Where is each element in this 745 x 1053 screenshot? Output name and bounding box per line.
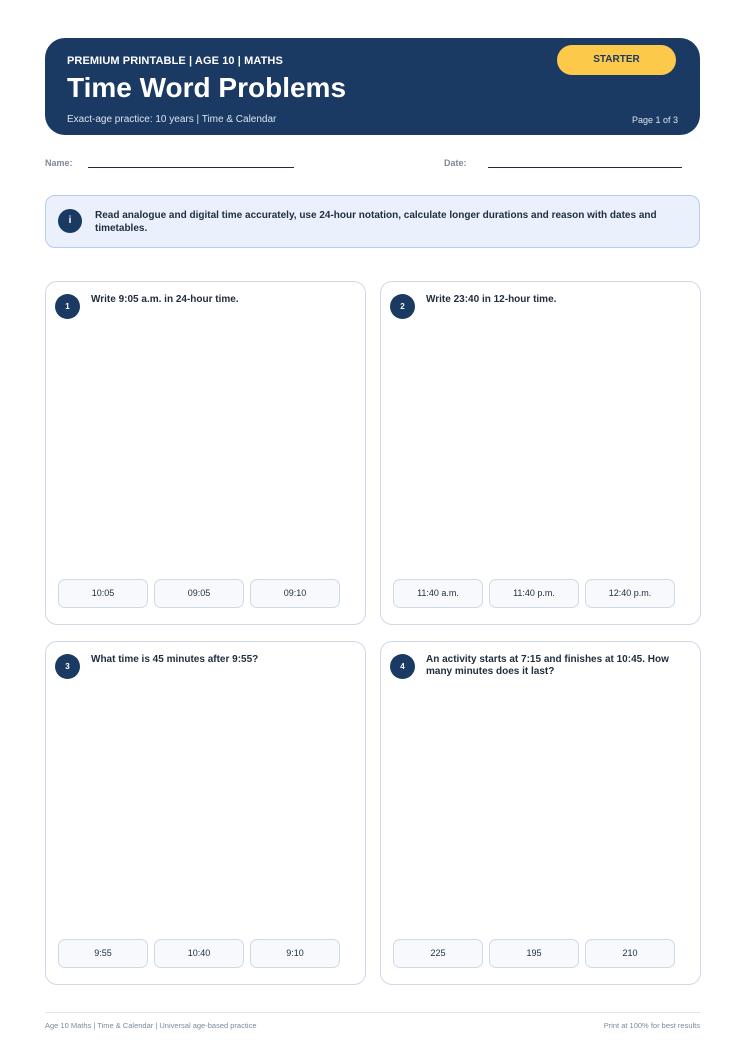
name-label: Name: xyxy=(45,158,73,168)
answer-option[interactable]: 210 xyxy=(585,939,675,968)
question-number: 3 xyxy=(55,654,80,679)
answer-option[interactable]: 9:10 xyxy=(250,939,340,968)
page-title: Time Word Problems xyxy=(67,72,347,103)
question-number: 2 xyxy=(390,294,415,319)
question-card-2 xyxy=(380,281,701,625)
worksheet-header xyxy=(45,38,700,135)
question-text: What time is 45 minutes after 9:55? xyxy=(91,654,259,665)
answer-option[interactable]: 195 xyxy=(489,939,579,968)
question-card-1 xyxy=(45,281,366,625)
answer-option[interactable]: 09:05 xyxy=(154,579,244,608)
instructions-box xyxy=(45,195,700,248)
question-card-3 xyxy=(45,641,366,985)
question-text: Write 9:05 a.m. in 24-hour time. xyxy=(91,294,239,305)
answer-option[interactable]: 12:40 p.m. xyxy=(585,579,675,608)
name-line[interactable] xyxy=(88,167,294,168)
date-line[interactable] xyxy=(488,167,682,168)
footer-left: Age 10 Maths | Time & Calendar | Universal age-based practice xyxy=(45,1021,257,1030)
question-text: Write 23:40 in 12-hour time. xyxy=(426,294,557,305)
question-number: 1 xyxy=(55,294,80,319)
page-indicator: Page 1 of 3 xyxy=(631,115,678,125)
info-icon: i xyxy=(58,209,82,233)
footer-divider xyxy=(45,1012,700,1013)
answer-option[interactable]: 11:40 a.m. xyxy=(393,579,483,608)
header-kicker: PREMIUM PRINTABLE | AGE 10 | MATHS xyxy=(67,55,283,67)
answer-option[interactable]: 09:10 xyxy=(250,579,340,608)
question-card-4 xyxy=(380,641,701,985)
answer-option[interactable]: 10:40 xyxy=(154,939,244,968)
header-subtitle: Exact-age practice: 10 years | Time & Calendar xyxy=(67,114,277,125)
instructions-text: Read analogue and digital time accurately, use 24-hour notation, calculate longer durations and reason with dates and timetables. xyxy=(95,210,657,234)
answer-option[interactable]: 11:40 p.m. xyxy=(489,579,579,608)
answer-option[interactable]: 9:55 xyxy=(58,939,148,968)
question-number: 4 xyxy=(390,654,415,679)
question-text: An activity starts at 7:15 and finishes at 10:45. How many minutes does it last? xyxy=(426,654,669,677)
level-badge: STARTER xyxy=(557,45,676,75)
answer-option[interactable]: 225 xyxy=(393,939,483,968)
footer-right: Print at 100% for best results xyxy=(603,1021,700,1030)
date-label: Date: xyxy=(444,158,467,168)
answer-option[interactable]: 10:05 xyxy=(58,579,148,608)
